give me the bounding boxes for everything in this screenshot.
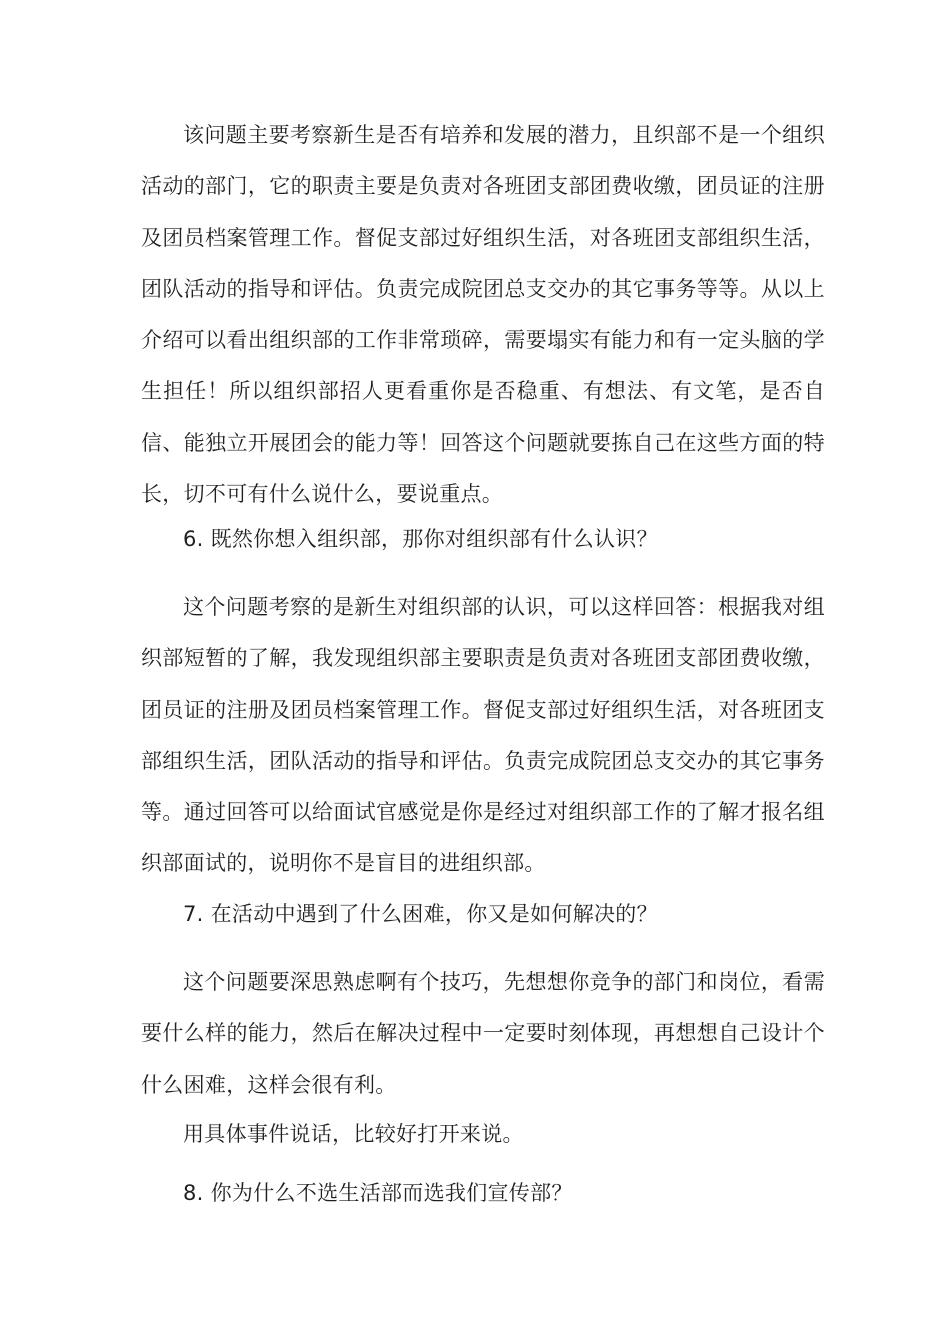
question-8-heading: 8. 你为什么不选生活部而选我们宣传部？: [183, 1181, 573, 1205]
paragraph-answer-7-tip: 用具体事件说话，比较好打开来说。: [183, 1122, 524, 1146]
paragraph-organization-duties: 该问题主要考察新生是否有培养和发展的潜力，且织部不是一个组织活动的部门，它的职责主要是负责对各班团支部团费收缴，团员证的注册及团员档案管理工作。督促支部过好组织生活，对各班团支部组织生活，团队活动的指导和评估。负责完成院团总支交办的其它事务等等。从以上介绍可以看出组织部的工作非常琐碎，需要塌实有能力和有一定头脑的学生担任！所以组织部招人更看重你是否稳重、有想法、有文笔，是否自信、能独立开展团会的能力等！回答这个问题就要拣自己在这些方面的特长，切不可有什么说什么，要说重点。: [141, 123, 825, 507]
paragraph-answer-7: 这个问题要深思熟虑啊有个技巧，先想想你竞争的部门和岗位，看需要什么样的能力，然后在解决过程中一定要时刻体现，再想想自己设计个什么困难，这样会很有利。: [141, 970, 825, 1097]
question-6-heading: 6. 既然你想入组织部，那你对组织部有什么认识？: [183, 527, 658, 551]
question-7-heading: 7. 在活动中遇到了什么困难，你又是如何解决的？: [183, 902, 658, 926]
paragraph-answer-6: 这个问题考察的是新生对组织部的认识，可以这样回答：根据我对组织部短暂的了解，我发现组织部主要职责是负责对各班团支部团费收缴，团员证的注册及团员档案管理工作。督促支部过好组织生活，对各班团支部组织生活，团队活动的指导和评估。负责完成院团总支交办的其它事务等。通过回答可以给面试官感觉是你是经过对组织部工作的了解才报名组织部面试的，说明你不是盲目的进组织部。: [141, 595, 825, 876]
